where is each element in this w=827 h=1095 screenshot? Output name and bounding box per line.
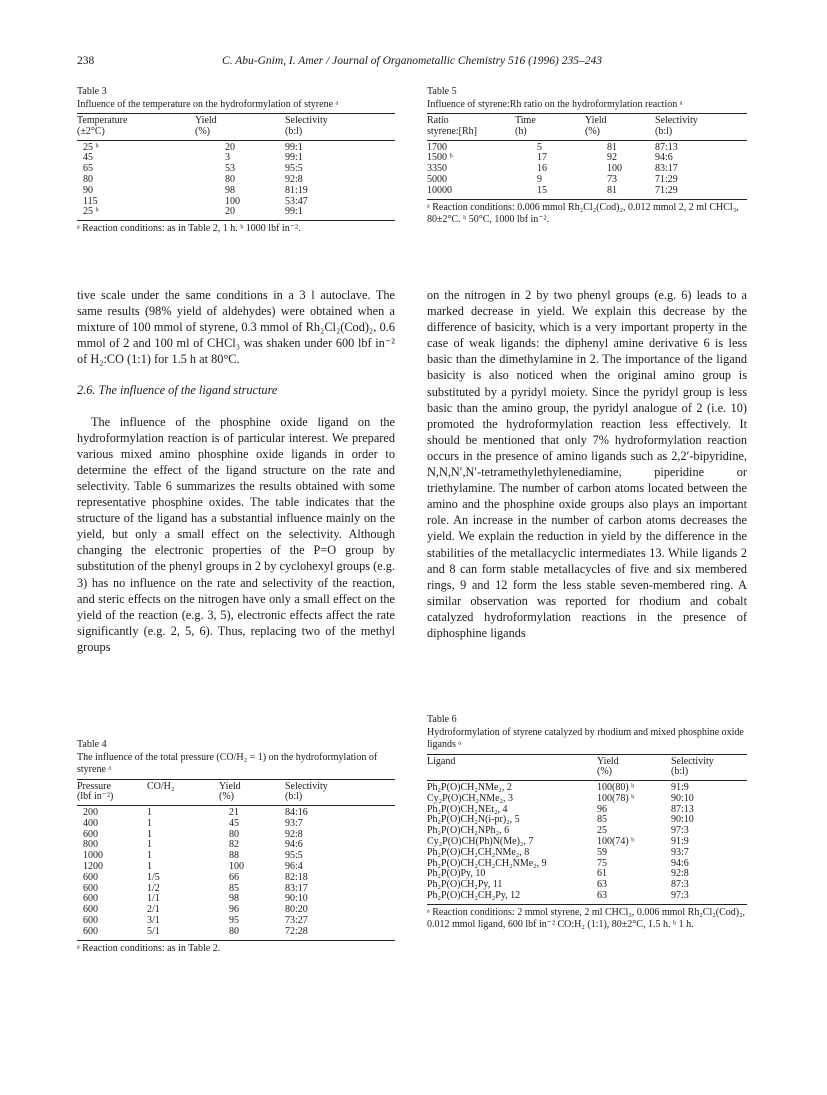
header-row [77, 792, 395, 805]
header-row [77, 779, 395, 792]
table-footnote: ᵃ Reaction conditions: as in Table 2. [77, 942, 221, 954]
table-cell: 2/1 [147, 904, 160, 916]
table-cell: 600 [83, 828, 98, 840]
table-cell: 25 ᵇ [77, 207, 195, 220]
column-header: Selectivity [671, 754, 747, 767]
column-header: Time [515, 114, 585, 127]
table-cell: Ph₂P(O)CH₂NEt₂, 4 [427, 803, 508, 815]
table-cell: 95:5 [285, 850, 303, 862]
table-cell: 94:6 [655, 152, 673, 164]
table-cell: 5000 [427, 173, 447, 185]
table-cell: 20 [195, 207, 285, 220]
table-cell: 99:1 [285, 152, 303, 164]
column-header: (%) [585, 127, 655, 140]
table-caption: Influence of the temperature on the hydroformylation of styrene ᵃ [77, 98, 339, 110]
table-row [77, 186, 395, 197]
table-cell: 100 [225, 195, 240, 207]
column-header: Ligand [427, 754, 597, 767]
table-footnote: ᵃ Reaction conditions: as in Table 2, 1 h. ᵇ 1000 lbf in⁻². [77, 223, 301, 235]
table-cell: 65 [83, 163, 93, 175]
header-row [427, 114, 747, 127]
table-label: Table 6 [427, 714, 457, 725]
table-cell: Cy₂P(O)CH₂NMe₂, 3 [427, 792, 514, 804]
table-cell: 1/5 [147, 871, 160, 883]
table-cell: Ph₂P(O)Py, 10 [427, 868, 486, 880]
table-cell: 66 [229, 871, 239, 883]
table-cell: 80:20 [285, 904, 308, 916]
table-cell: 95:5 [285, 163, 303, 175]
table-6 [427, 714, 747, 931]
table-cell: 93:7 [285, 817, 303, 829]
table-cell: 600 [83, 904, 98, 916]
data-table [77, 113, 395, 221]
table-row [77, 164, 395, 175]
table-cell: 21 [229, 807, 239, 819]
column-header: (b:l) [671, 767, 747, 780]
table-cell: 1 [147, 828, 152, 840]
table-cell: Ph₂P(O)CH₂CH₂NMe₂, 8 [427, 846, 530, 858]
data-table [427, 113, 747, 200]
table-cell: 20 [225, 141, 235, 153]
table-row [77, 197, 395, 208]
table-cell: 92:8 [671, 868, 689, 880]
table-cell: 80 [219, 927, 285, 940]
table-cell: 99:1 [285, 141, 303, 153]
table-cell: Ph₂P(O)CH₂CH₂Py, 12 [427, 891, 597, 904]
table-cell: 600 [83, 915, 98, 927]
table-cell: 63 [597, 891, 671, 904]
column-header: Yield [219, 779, 285, 792]
table-cell: 82:18 [285, 871, 308, 883]
table-cell: 99:1 [285, 207, 395, 220]
table-cell: 1 [147, 850, 152, 862]
left-column-text [77, 287, 395, 655]
table-5 [427, 86, 747, 226]
table-cell: 94:6 [671, 857, 689, 869]
table-cell: 80 [229, 828, 239, 840]
table-cell: 5 [537, 141, 542, 153]
page-number: 238 [77, 55, 95, 67]
table-row [427, 164, 747, 175]
table-cell: 84:16 [285, 807, 308, 819]
column-header [427, 767, 597, 780]
table-4 [77, 739, 395, 955]
column-header [147, 792, 219, 805]
table-row [77, 207, 395, 220]
table-row [427, 891, 747, 904]
table-cell: 94:6 [285, 839, 303, 851]
table-caption: The influence of the total pressure (CO/H₂ = 1) on the hydroformylation of styrene ᵃ [77, 751, 378, 775]
table-cell: 81 [585, 186, 655, 199]
table-cell: 1200 [83, 861, 103, 873]
column-header: Yield [195, 114, 285, 127]
table-cell: 61 [597, 868, 607, 880]
table-cell: 87:13 [655, 141, 678, 153]
table-cell: 800 [83, 839, 98, 851]
table-cell: 85 [597, 814, 607, 826]
table-cell: Ph₂P(O)CH₂NMe₂, 2 [427, 782, 512, 794]
column-header: (b:l) [285, 792, 395, 805]
data-table [77, 779, 395, 941]
table-label: Table 4 [77, 739, 107, 750]
table-cell: 97:3 [671, 825, 689, 837]
table-cell: 96:4 [285, 861, 303, 873]
table-cell: 3 [225, 152, 230, 164]
column-header: (%) [219, 792, 285, 805]
table-cell: 95 [229, 915, 239, 927]
table-cell: 98 [229, 893, 239, 905]
column-header: (%) [195, 127, 285, 140]
table-cell: 93:7 [671, 846, 689, 858]
body-paragraph: on the nitrogen in 2 by two phenyl groups (e.g. 6) leads to a marked decrease in yield. We explain this decrease by the difference of basicity, which is a very important property in the case of weak ligands: the diphenyl amine derivative 6 is less basic than the dimethylamine in 2. The importance of the ligand basicity is also noticed when the original amino group is substituted by a pyridyl moiety. Since the pyridyl group is less basic than the amino group, the pyridyl analogue of 2 (i.e. 10) promoted the hydroformylation reaction less effectively. It should be mentioned that only 7% hydroformylation reaction occurs in the presence of amino ligands such as 2,2′-bipyridine, N,N,N′,N′-tetramethylethylenediamine, piperidine or triethylamine. The number of carbon atoms located between the amino and the phosphine oxide groups also plays an important role. An increase in the number of carbon atoms decreases the yield. We explain the reduction in yield by the difference in the stabilities of the metallacyclic intermediates 13. While ligands 2 and 8 can form stable metallacycles of five and six membered rings, 9 and 12 form the less stable seven-membered ring. A similar observation was reported for rhodium and cobalt catalyzed hydroformylation reactions in the presence of diphosphine ligands [427, 288, 747, 640]
table-cell: 1 [147, 861, 152, 873]
header-row [427, 127, 747, 140]
table-cell: 100(78) ᵇ [597, 792, 635, 804]
column-header: Pressure [77, 779, 147, 792]
table-cell: 1 [147, 807, 152, 819]
table-row [427, 781, 747, 794]
column-header: (b:l) [655, 127, 747, 140]
table-row [427, 175, 747, 186]
table-cell: 45 [83, 152, 93, 164]
table-cell: 1/2 [147, 882, 160, 894]
table-cell: 53:47 [285, 195, 308, 207]
table-cell: 73:27 [285, 915, 308, 927]
table-cell: Ph₂P(O)CH₂N(i-pr)₂, 5 [427, 814, 520, 826]
table-cell: 3/1 [147, 915, 160, 927]
table-cell: 80 [83, 173, 93, 185]
table-cell: 90:10 [671, 814, 694, 826]
table-cell: 5/1 [147, 927, 219, 940]
column-header: (lbf in⁻²) [77, 792, 147, 805]
table-cell: 100 [229, 861, 244, 873]
table-cell: Ph₂P(O)CH₂Py, 11 [427, 879, 503, 891]
table-cell: 9 [537, 173, 542, 185]
table-cell: Cy₂P(O)CH(Ph)N(Me)₂, 7 [427, 836, 534, 848]
table-cell: 600 [83, 871, 98, 883]
table-cell: 85 [229, 882, 239, 894]
table-cell: 100(80) ᵇ [597, 782, 635, 794]
table-row [77, 153, 395, 164]
table-row [77, 140, 395, 153]
column-header: CO/H₂ [147, 779, 219, 792]
table-cell: 92:8 [285, 828, 303, 840]
header-row [427, 767, 747, 780]
table-cell: 92:8 [285, 173, 303, 185]
table-cell: 100(74) ᵇ [597, 836, 635, 848]
table-cell: 600 [83, 893, 98, 905]
table-cell: 96 [229, 904, 239, 916]
table-caption: Hydroformylation of styrene catalyzed by rhodium and mixed phosphine oxide ligands ᵃ [427, 726, 744, 750]
table-cell: 45 [229, 817, 239, 829]
column-header: Yield [585, 114, 655, 127]
table-caption: Influence of styrene:Rh ratio on the hydroformylation reaction ᵃ [427, 98, 683, 110]
column-header: Yield [597, 754, 671, 767]
column-header: Selectivity [285, 779, 395, 792]
table-row [77, 927, 395, 940]
table-cell: 25 [597, 825, 607, 837]
table-cell: 90:10 [671, 792, 694, 804]
table-cell: 200 [83, 807, 98, 819]
table-cell: 75 [597, 857, 607, 869]
table-cell: 73 [607, 173, 617, 185]
table-cell: 83:17 [285, 882, 308, 894]
table-footnote: ᵃ Reaction conditions: 0.006 mmol Rh₂Cl₂(Cod)₂, 0.012 mmol 2, 2 ml CHCl₃, 80±2°C. ᵇ 50°C, 1000 lbf in⁻². [427, 201, 739, 225]
table-label: Table 3 [77, 86, 107, 97]
column-header: (±2°C) [77, 127, 195, 140]
table-cell: 81:19 [285, 184, 308, 196]
table-cell: 59 [597, 846, 607, 858]
table-cell: 97:3 [671, 891, 747, 904]
table-cell: 71:29 [655, 173, 678, 185]
table-cell: 3350 [427, 163, 447, 175]
table-cell: 25 ᵇ [83, 141, 99, 153]
column-header: (%) [597, 767, 671, 780]
table-cell: 115 [83, 195, 98, 207]
table-cell: 80 [225, 173, 235, 185]
table-cell: 1 [147, 817, 152, 829]
table-cell: 16 [537, 163, 547, 175]
header-row [77, 114, 395, 127]
section-heading: 2.6. The influence of the ligand structure [77, 383, 278, 398]
table-cell: 92 [607, 152, 617, 164]
header-row [77, 127, 395, 140]
table-row [427, 153, 747, 164]
table-cell: 88 [229, 850, 239, 862]
table-cell: Ph₂P(O)CH₂NPh₂, 6 [427, 825, 510, 837]
table-cell: 600 [77, 927, 147, 940]
table-cell: 72:28 [285, 927, 395, 940]
table-cell: 81 [607, 141, 617, 153]
column-header: (b:l) [285, 127, 395, 140]
table-cell: 91:9 [671, 836, 689, 848]
table-cell: 96 [597, 803, 607, 815]
table-cell: 10000 [427, 186, 515, 199]
table-label: Table 5 [427, 86, 457, 97]
body-paragraph: The influence of the phosphine oxide ligand on the hydroformylation reaction is of particular interest. We prepared various mixed amino phosphine oxide ligands in order to determine the effect of the ligand structure on the rate and selectivity. Table 6 summarizes the results obtained with some representative phosphine oxides. The table indicates that the structure of the ligand has a substantial influence mainly on the yield, but only a small effect on the selectivity. Although changing the electronic properties of the P=O group by substitution of the phenyl groups in 2 by cyclohexyl groups (e.g. 3) has no influence on the rate and selectivity of the reaction, and steric effects on the nitrogen have only a small effect on the yield of the reaction (e.g. 3, 5), electronic effects affect the rate significantly (e.g. 2, 5, 6). Thus, replacing two of the methyl groups [77, 414, 395, 654]
journal-citation: C. Abu-Gnim, I. Amer / Journal of Organometallic Chemistry 516 (1996) 235–243 [222, 55, 602, 67]
column-header: Selectivity [655, 114, 747, 127]
column-header: styrene:[Rh] [427, 127, 515, 140]
table-cell: 15 [515, 186, 585, 199]
right-column-text [427, 287, 747, 641]
table-3 [77, 86, 395, 235]
table-cell: 1500 ᵇ [427, 152, 453, 164]
column-header: Selectivity [285, 114, 395, 127]
table-cell: Ph₂P(O)CH₂CH₂CH₂NMe₂, 9 [427, 857, 547, 869]
table-cell: 1 [147, 839, 152, 851]
table-cell: 87:3 [671, 879, 689, 891]
table-row [427, 186, 747, 199]
table-cell: 53 [225, 163, 235, 175]
table-cell: 90 [83, 184, 93, 196]
body-paragraph: tive scale under the same conditions in a 3 l autoclave. The same results (98% yield of aldehydes) were obtained when a mixture of 100 mmol of styrene, 0.3 mmol of Rh₂Cl₂(Cod)₂, 0.6 mmol of 2 and 100 ml of CHCl₃ was shaken under 600 lbf in⁻² of H₂:CO (1:1) for 1.5 h at 80°C. [77, 288, 395, 367]
header-row [427, 754, 747, 767]
table-row [427, 140, 747, 153]
table-cell: 90:10 [285, 893, 308, 905]
table-footnote: ᵃ Reaction conditions: 2 mmol styrene, 2 ml CHCl₃, 0.006 mmol Rh₂Cl₂(Cod)₂, 0.012 mmol ligand, 600 lbf in⁻² CO:H₂ (1:1), 80±2°C, 1.5 h. ᵇ 1 h. [427, 906, 746, 930]
column-header: (h) [515, 127, 585, 140]
table-cell: 1000 [83, 850, 103, 862]
column-header: Temperature [77, 114, 195, 127]
table-row [77, 175, 395, 186]
table-cell: 91:9 [671, 782, 689, 794]
table-cell: 83:17 [655, 163, 678, 175]
table-cell: 1/1 [147, 893, 160, 905]
table-cell: 87:13 [671, 803, 694, 815]
data-table [427, 754, 747, 905]
table-cell: 98 [225, 184, 235, 196]
table-cell: 17 [537, 152, 547, 164]
table-cell: 600 [83, 882, 98, 894]
table-cell: 63 [597, 879, 607, 891]
table-cell: 1700 [427, 141, 447, 153]
table-cell: 82 [229, 839, 239, 851]
table-cell: 400 [83, 817, 98, 829]
table-cell: 71:29 [655, 186, 747, 199]
column-header: Ratio [427, 114, 515, 127]
table-row [77, 806, 395, 819]
table-cell: 100 [607, 163, 622, 175]
